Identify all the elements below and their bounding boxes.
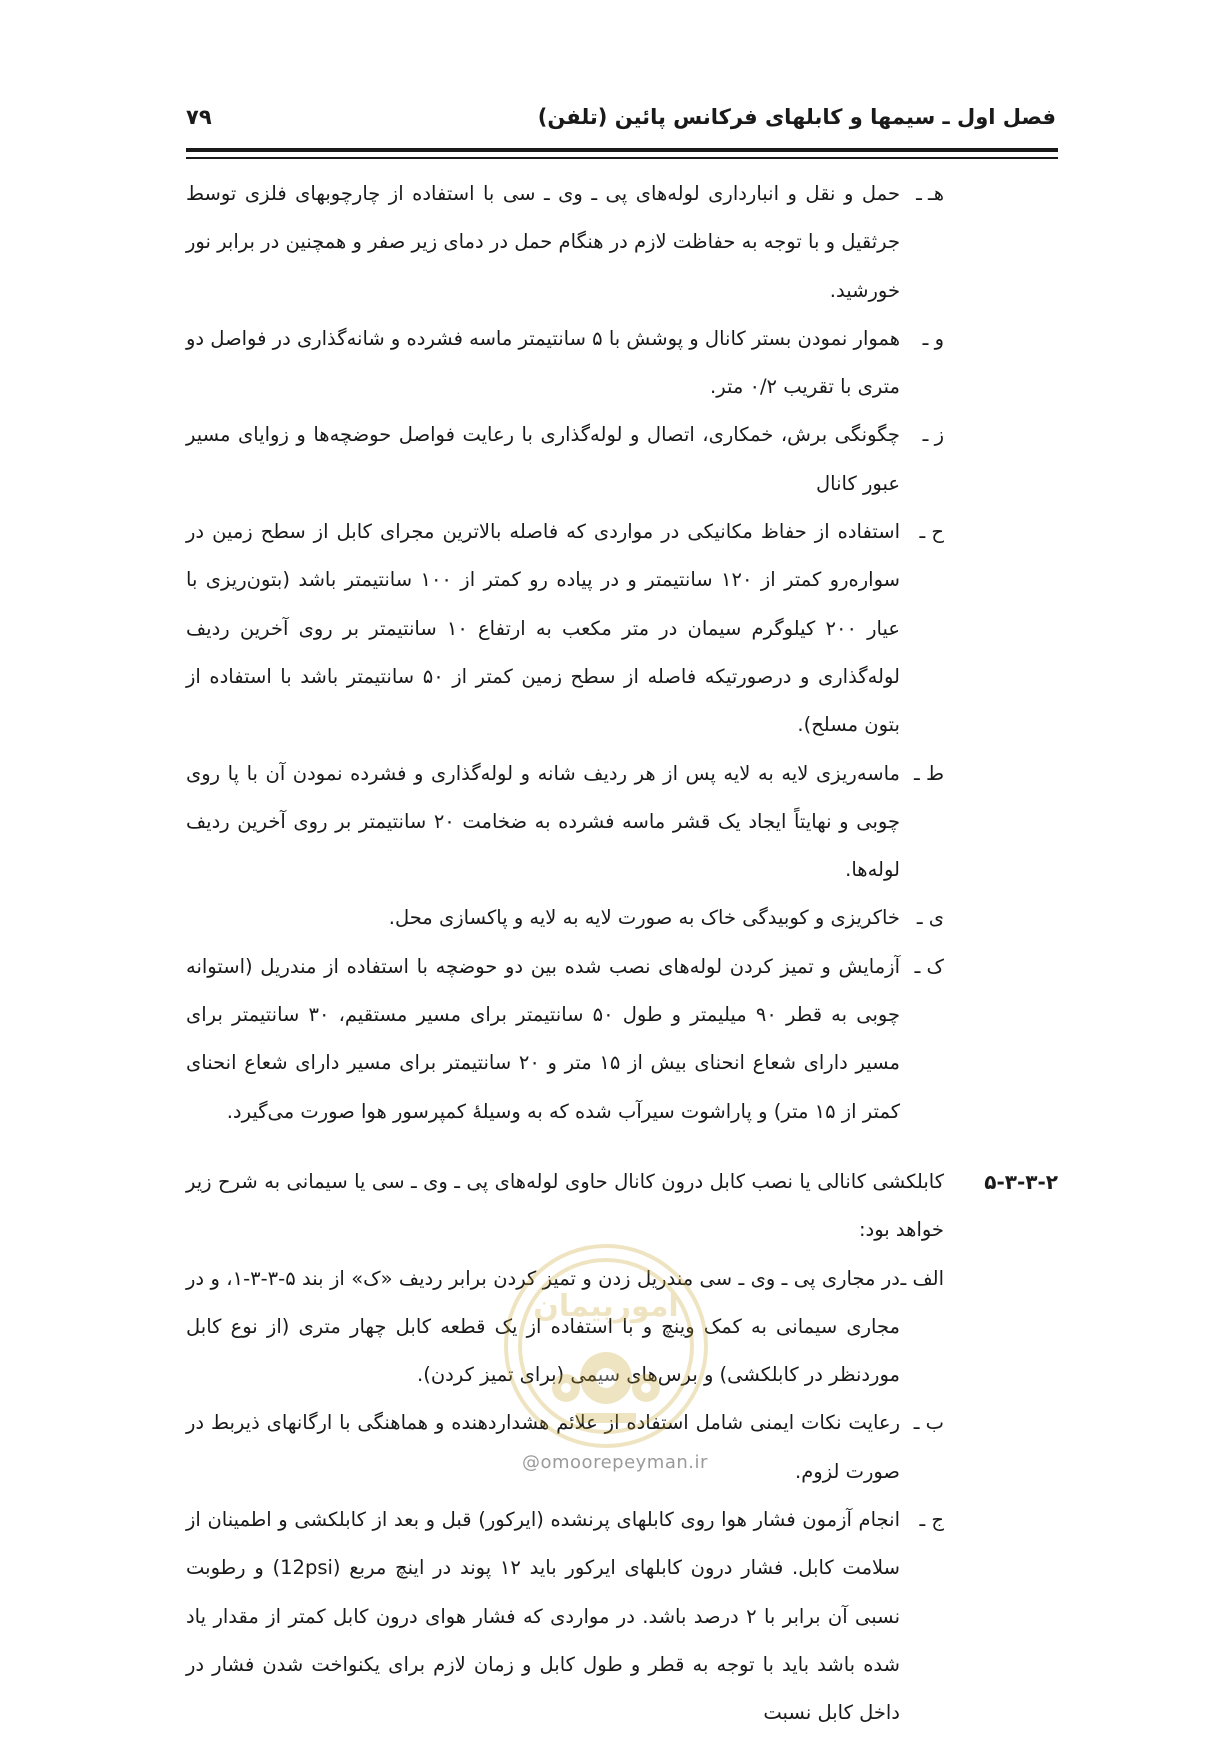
watermark-logo-text: امورپیمان xyxy=(533,1289,679,1324)
item-text: حمل و نقل و انبارداری لوله‌های پی ـ وی ـ سی با استفاده از چارچوبهای فلزی توسط جرثقیل و با توجه به حفاظت لازم در هنگام حمل در دمای زیر صفر و همچنین در برابر نور خورشید. xyxy=(186,182,900,302)
item-text: انجام آزمون فشار هوا روی کابلهای پرنشده (ایرکور) قبل و بعد از کابلکشی و اطمینان از سلامت کابل. فشار درون کابلهای ایرکور باید ۱۲ پوند در اینچ مربع (12psi) و رطوبت نسبی آن برابر با ۲ درصد باشد. در مواردی که فشار هوای درون کابل کمتر از مقدار یاد شده باشد باید با توجه به قطر و طول کابل و زمان لازم برای یکنواخت شدن فشار در داخل کابل نسبت xyxy=(186,1508,900,1725)
item-label: ک ـ xyxy=(914,954,944,978)
list-item xyxy=(186,1255,944,1400)
list-item xyxy=(186,750,944,895)
item-text: در مجاری پی ـ وی ـ سی مندریل زدن و تمیز کردن برابر ردیف «ک» از بند ۵-۳-۳-۱، و در مجاری سیمانی به کمک وینچ و با استفاده از یک قطعه کابل چهار متری (از نوع کابل موردنظر در کابلکشی) و برس‌های سیمی (برای تمیز کردن). xyxy=(186,1266,900,1387)
section-number: ۵-۳-۳-۲ xyxy=(984,1169,1058,1194)
list-item xyxy=(186,315,944,412)
list-item xyxy=(186,1496,944,1737)
list-item xyxy=(186,411,944,508)
list-item xyxy=(186,943,944,1136)
item-text: چگونگی برش، خمکاری، اتصال و لوله‌گذاری با رعایت فواصل حوضچه‌ها و زوایای مسیر عبور کانال xyxy=(186,423,900,495)
list-item xyxy=(186,508,944,749)
item-label: ح ـ xyxy=(919,520,944,544)
page-header xyxy=(186,100,1056,136)
list-item xyxy=(186,170,944,315)
section-paragraph xyxy=(186,1158,1058,1255)
item-text: آزمایش و تمیز کردن لوله‌های نصب شده بین دو حوضچه با استفاده از مندریل (استوانه چوبی به قطر ۹۰ میلیمتر و طول ۵۰ سانتیمتر برای مسیر مستقیم، ۳۰ سانتیمتر برای مسیر دارای شعاع انحنای بیش از ۱۵ متر و ۲۰ سانتیمتر برای مسیر دارای شعاع انحنای کمتر از ۱۵ متر) و پاراشوت سیرآب شده که به وسیلهٔ کمپرسور هوا صورت می‌گیرد. xyxy=(186,954,901,1123)
header-rule-thick xyxy=(186,148,1058,152)
header-rule-thin xyxy=(186,157,1058,159)
item-label: و ـ xyxy=(922,326,944,350)
item-label: الف ـ xyxy=(900,1266,944,1290)
section-gap xyxy=(186,1136,944,1158)
item-text: ماسه‌ریزی لایه به لایه پس از هر ردیف شانه و لوله‌گذاری و فشرده نمودن آن با پا روی چوبی و نهایتاً ایجاد یک قشر ماسه فشرده به ضخامت ۲۰ سانتیمتر بر روی آخرین ردیف لوله‌ها. xyxy=(186,761,900,882)
item-label: ب ـ xyxy=(913,1411,944,1435)
section-text: کابلکشی کانالی یا نصب کابل درون کانال حاوی لوله‌های پی ـ وی ـ سی یا سیمانی به شرح زیر خواهد بود: xyxy=(186,1169,944,1242)
item-label: ج ـ xyxy=(919,1508,944,1532)
item-text: رعایت نکات ایمنی شامل استفاده از علائم هشداردهنده و هماهنگی با ارگانهای ذیربط در صورت لزوم. xyxy=(186,1411,900,1483)
chapter-title: فصل اول ـ سیمها و کابلهای فرکانس پائین (تلفن) xyxy=(537,105,1056,129)
item-text: استفاده از حفاظ مکانیکی در مواردی که فاصله بالاترین مجرای کابل از سطح زمین در سواره‌رو کمتر از ۱۲۰ سانتیمتر و در پیاده رو کمتر از ۱۰۰ سانتیمتر باشد (بتون‌ریزی با عیار ۲۰۰ کیلوگرم سیمان در متر مکعب به ارتفاع ۱۰ سانتیمتر بر روی آخرین ردیف لوله‌گذاری و درصورتیکه فاصله از سطح زمین کمتر از ۵۰ سانتیمتر باشد با استفاده از بتون مسلح). xyxy=(186,520,901,737)
item-label: ط ـ xyxy=(914,761,944,785)
body-text xyxy=(186,170,1058,1738)
item-label: ز ـ xyxy=(922,423,944,447)
item-label: هـ ـ xyxy=(916,182,944,205)
list-item xyxy=(186,1399,944,1496)
item-text: هموار نمودن بستر کانال و پوشش با ۵ سانتیمتر ماسه فشرده و شانه‌گذاری در فواصل دو متری با تقریب ۰/۲ متر. xyxy=(186,326,900,399)
watermark-url: @omoorepeyman.ir xyxy=(522,1452,708,1473)
item-label: ی ـ xyxy=(916,906,944,930)
item-text: خاکریزی و کوبیدگی خاک به صورت لایه به لایه و پاکسازی محل. xyxy=(388,906,900,930)
page-number: ۷۹ xyxy=(186,105,212,129)
list-item xyxy=(186,894,944,942)
